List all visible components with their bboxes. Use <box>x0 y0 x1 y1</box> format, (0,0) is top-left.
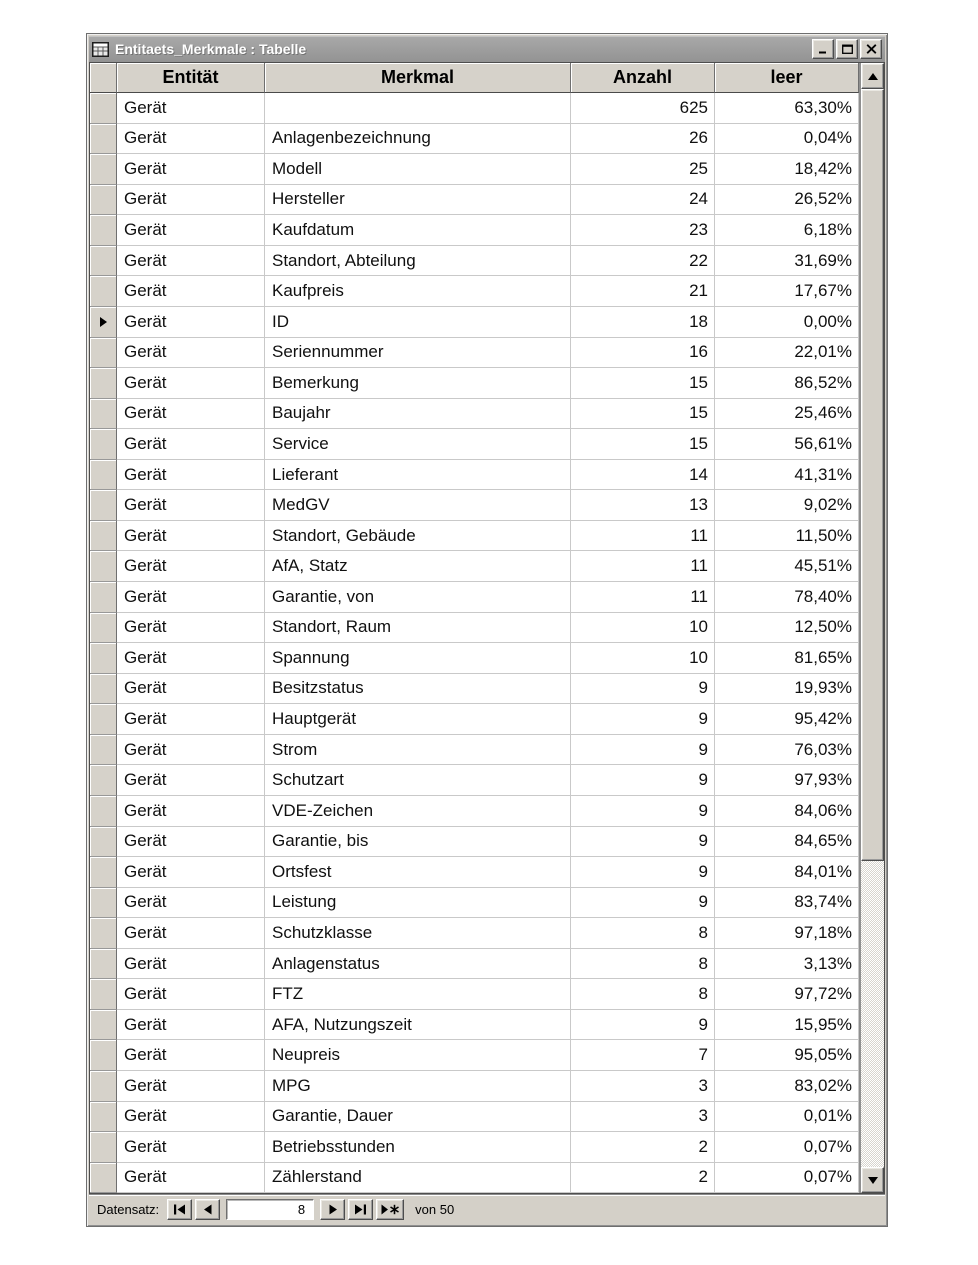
window-controls <box>812 39 882 59</box>
table-row <box>90 551 859 582</box>
record-cell-anzahl[interactable]: 14 <box>571 460 715 491</box>
record-selector[interactable] <box>90 551 117 582</box>
scrollbar-thumb[interactable] <box>861 89 884 861</box>
record-selector[interactable] <box>90 1040 117 1071</box>
record-cell-anzahl[interactable]: 15 <box>571 429 715 460</box>
record-cell-leer[interactable]: 41,31% <box>715 460 859 491</box>
record-selector[interactable] <box>90 827 117 858</box>
select-all-corner[interactable] <box>90 63 117 93</box>
record-cell-leer[interactable]: 81,65% <box>715 643 859 674</box>
record-cell-merkmal[interactable]: MPG <box>265 1071 571 1102</box>
record-cell-leer[interactable]: 18,42% <box>715 154 859 185</box>
record-cell-entitaet[interactable]: Gerät <box>117 215 265 246</box>
next-record-icon <box>328 1204 338 1215</box>
record-cell-merkmal[interactable]: Baujahr <box>265 399 571 430</box>
record-selector[interactable] <box>90 368 117 399</box>
record-cell-merkmal[interactable]: Anlagenstatus <box>265 949 571 980</box>
table-row <box>90 93 859 124</box>
record-cell-leer[interactable]: 11,50% <box>715 521 859 552</box>
table-row <box>90 460 859 491</box>
record-selector[interactable] <box>90 857 117 888</box>
record-cell-anzahl[interactable]: 22 <box>571 246 715 277</box>
record-cell-entitaet[interactable]: Gerät <box>117 154 265 185</box>
record-cell-merkmal[interactable]: Hersteller <box>265 185 571 216</box>
record-cell-entitaet[interactable]: Gerät <box>117 704 265 735</box>
table-row <box>90 368 859 399</box>
last-record-icon <box>354 1204 367 1215</box>
record-cell-anzahl[interactable]: 11 <box>571 551 715 582</box>
record-cell-leer[interactable]: 0,01% <box>715 1102 859 1133</box>
record-cell-merkmal[interactable]: Betriebsstunden <box>265 1132 571 1163</box>
record-cell-anzahl[interactable]: 9 <box>571 796 715 827</box>
record-selector[interactable] <box>90 429 117 460</box>
record-cell-leer[interactable]: 97,72% <box>715 979 859 1010</box>
record-cell-leer[interactable]: 97,93% <box>715 765 859 796</box>
record-cell-merkmal[interactable]: Garantie, Dauer <box>265 1102 571 1133</box>
record-selector[interactable] <box>90 1010 117 1041</box>
record-cell-anzahl[interactable]: 9 <box>571 857 715 888</box>
record-cell-anzahl[interactable]: 24 <box>571 185 715 216</box>
vertical-scrollbar[interactable] <box>859 63 884 1193</box>
table-row <box>90 704 859 735</box>
record-cell-leer[interactable]: 0,04% <box>715 124 859 155</box>
record-cell-entitaet[interactable]: Gerät <box>117 643 265 674</box>
record-cell-anzahl[interactable]: 15 <box>571 368 715 399</box>
record-cell-anzahl[interactable]: 15 <box>571 399 715 430</box>
record-selector[interactable] <box>90 154 117 185</box>
record-selector[interactable] <box>90 215 117 246</box>
record-selector[interactable] <box>90 399 117 430</box>
record-selector[interactable] <box>90 765 117 796</box>
record-cell-merkmal[interactable]: Kaufpreis <box>265 276 571 307</box>
record-cell-merkmal[interactable]: Strom <box>265 735 571 766</box>
record-cell-leer[interactable]: 83,74% <box>715 888 859 919</box>
table-row <box>90 1102 859 1133</box>
record-cell-anzahl[interactable]: 16 <box>571 338 715 369</box>
record-cell-leer[interactable]: 0,00% <box>715 307 859 338</box>
record-cell-anzahl[interactable]: 9 <box>571 704 715 735</box>
record-cell-merkmal[interactable]: FTZ <box>265 979 571 1010</box>
record-cell-leer[interactable]: 6,18% <box>715 215 859 246</box>
record-cell-anzahl[interactable]: 18 <box>571 307 715 338</box>
record-cell-leer[interactable]: 45,51% <box>715 551 859 582</box>
record-cell-entitaet[interactable]: Gerät <box>117 674 265 705</box>
record-cell-merkmal[interactable]: Standort, Abteilung <box>265 246 571 277</box>
record-selector[interactable] <box>90 185 117 216</box>
record-cell-merkmal[interactable]: Hauptgerät <box>265 704 571 735</box>
record-cell-anzahl[interactable]: 25 <box>571 154 715 185</box>
record-cell-anzahl[interactable]: 21 <box>571 276 715 307</box>
record-selector[interactable] <box>90 1102 117 1133</box>
maximize-button[interactable] <box>836 39 858 59</box>
record-cell-leer[interactable]: 76,03% <box>715 735 859 766</box>
record-cell-leer[interactable]: 25,46% <box>715 399 859 430</box>
table-row <box>90 735 859 766</box>
record-selector[interactable] <box>90 338 117 369</box>
table-row <box>90 521 859 552</box>
record-cell-merkmal[interactable]: Neupreis <box>265 1040 571 1071</box>
record-cell-entitaet[interactable]: Gerät <box>117 1163 265 1194</box>
record-selector[interactable] <box>90 582 117 613</box>
record-cell-entitaet[interactable]: Gerät <box>117 1071 265 1102</box>
record-number-input[interactable]: 8 <box>226 1199 314 1220</box>
record-cell-merkmal[interactable]: VDE-Zeichen <box>265 796 571 827</box>
column-header-anzahl[interactable]: Anzahl <box>571 63 715 93</box>
record-cell-leer[interactable]: 97,18% <box>715 918 859 949</box>
record-selector[interactable] <box>90 888 117 919</box>
record-cell-entitaet[interactable]: Gerät <box>117 490 265 521</box>
close-button[interactable] <box>860 39 882 59</box>
scroll-down-button[interactable] <box>861 1167 884 1193</box>
record-cell-entitaet[interactable]: Gerät <box>117 888 265 919</box>
record-selector[interactable] <box>90 276 117 307</box>
record-cell-merkmal[interactable] <box>265 93 571 124</box>
record-selector[interactable] <box>90 949 117 980</box>
record-cell-entitaet[interactable]: Gerät <box>117 246 265 277</box>
previous-record-icon <box>203 1204 213 1215</box>
table-row <box>90 338 859 369</box>
record-cell-entitaet[interactable]: Gerät <box>117 796 265 827</box>
record-cell-entitaet[interactable]: Gerät <box>117 93 265 124</box>
record-selector[interactable] <box>90 613 117 644</box>
record-cell-anzahl[interactable]: 10 <box>571 613 715 644</box>
record-cell-leer[interactable]: 84,06% <box>715 796 859 827</box>
record-cell-entitaet[interactable]: Gerät <box>117 613 265 644</box>
record-cell-anzahl[interactable]: 3 <box>571 1102 715 1133</box>
table-row <box>90 154 859 185</box>
maximize-icon <box>842 44 853 54</box>
current-record-arrow-icon <box>100 317 107 327</box>
table-row <box>90 643 859 674</box>
previous-record-button[interactable] <box>195 1199 220 1220</box>
table-row <box>90 399 859 430</box>
record-cell-entitaet[interactable]: Gerät <box>117 1010 265 1041</box>
table-body <box>90 93 859 1193</box>
minimize-icon <box>818 44 829 54</box>
record-cell-merkmal[interactable]: Spannung <box>265 643 571 674</box>
table-row <box>90 429 859 460</box>
record-cell-entitaet[interactable]: Gerät <box>117 765 265 796</box>
column-header-entitaet[interactable]: Entität <box>117 63 265 93</box>
table-row <box>90 613 859 644</box>
record-cell-leer[interactable]: 31,69% <box>715 246 859 277</box>
table-row <box>90 185 859 216</box>
record-selector[interactable] <box>90 93 117 124</box>
record-cell-merkmal[interactable]: Lieferant <box>265 460 571 491</box>
record-cell-leer[interactable]: 9,02% <box>715 490 859 521</box>
record-cell-entitaet[interactable]: Gerät <box>117 276 265 307</box>
record-cell-merkmal[interactable]: AfA, Statz <box>265 551 571 582</box>
record-cell-merkmal[interactable]: Zählerstand <box>265 1163 571 1194</box>
record-count-label: von 50 <box>415 1202 455 1217</box>
record-navigation-bar <box>89 1194 885 1224</box>
record-cell-merkmal[interactable]: Anlagenbezeichnung <box>265 124 571 155</box>
record-selector[interactable] <box>90 643 117 674</box>
record-cell-anzahl[interactable]: 26 <box>571 124 715 155</box>
table-row <box>90 215 859 246</box>
record-cell-leer[interactable]: 12,50% <box>715 613 859 644</box>
scrollbar-track[interactable] <box>861 861 884 1167</box>
record-cell-anzahl[interactable]: 11 <box>571 521 715 552</box>
record-cell-merkmal[interactable]: Standort, Gebäude <box>265 521 571 552</box>
record-cell-merkmal[interactable]: Service <box>265 429 571 460</box>
record-cell-anzahl[interactable]: 625 <box>571 93 715 124</box>
datasheet <box>89 62 885 1194</box>
record-cell-merkmal[interactable]: Garantie, bis <box>265 827 571 858</box>
table-window <box>86 33 888 1227</box>
record-cell-entitaet[interactable]: Gerät <box>117 429 265 460</box>
record-cell-entitaet[interactable]: Gerät <box>117 185 265 216</box>
record-selector[interactable] <box>90 735 117 766</box>
record-cell-anzahl[interactable]: 8 <box>571 949 715 980</box>
record-cell-leer[interactable]: 19,93% <box>715 674 859 705</box>
scroll-up-icon <box>868 73 878 80</box>
record-cell-leer[interactable]: 17,67% <box>715 276 859 307</box>
close-icon <box>866 44 877 54</box>
next-record-button[interactable] <box>320 1199 345 1220</box>
record-cell-anzahl[interactable]: 8 <box>571 918 715 949</box>
record-navigation-label: Datensatz: <box>97 1202 160 1217</box>
table-row <box>90 765 859 796</box>
record-cell-entitaet[interactable]: Gerät <box>117 918 265 949</box>
column-header-row <box>90 63 859 93</box>
table-row <box>90 124 859 155</box>
record-cell-anzahl[interactable]: 9 <box>571 735 715 766</box>
record-cell-entitaet[interactable]: Gerät <box>117 1102 265 1133</box>
record-cell-leer[interactable]: 26,52% <box>715 185 859 216</box>
titlebar[interactable] <box>89 36 885 62</box>
data-grid <box>90 63 859 1193</box>
record-cell-anzahl[interactable]: 13 <box>571 490 715 521</box>
record-selector[interactable] <box>90 674 117 705</box>
record-cell-leer[interactable]: 84,01% <box>715 857 859 888</box>
table-row <box>90 1040 859 1071</box>
record-cell-leer[interactable]: 0,07% <box>715 1163 859 1194</box>
table-row <box>90 979 859 1010</box>
table-row <box>90 1071 859 1102</box>
record-cell-entitaet[interactable]: Gerät <box>117 368 265 399</box>
record-cell-anzahl[interactable]: 10 <box>571 643 715 674</box>
record-cell-leer[interactable]: 95,05% <box>715 1040 859 1071</box>
record-cell-entitaet[interactable]: Gerät <box>117 307 265 338</box>
table-row <box>90 1010 859 1041</box>
record-cell-entitaet[interactable]: Gerät <box>117 979 265 1010</box>
record-cell-leer[interactable]: 22,01% <box>715 338 859 369</box>
record-cell-entitaet[interactable]: Gerät <box>117 827 265 858</box>
table-row <box>90 674 859 705</box>
record-cell-anzahl[interactable]: 7 <box>571 1040 715 1071</box>
record-cell-anzahl[interactable]: 9 <box>571 888 715 919</box>
record-cell-anzahl[interactable]: 9 <box>571 1010 715 1041</box>
record-cell-leer[interactable]: 0,07% <box>715 1132 859 1163</box>
record-cell-anzahl[interactable]: 9 <box>571 827 715 858</box>
record-cell-merkmal[interactable]: Schutzklasse <box>265 918 571 949</box>
record-cell-entitaet[interactable]: Gerät <box>117 1132 265 1163</box>
record-cell-anzahl[interactable]: 9 <box>571 765 715 796</box>
record-cell-merkmal[interactable]: Kaufdatum <box>265 215 571 246</box>
record-cell-merkmal[interactable]: Besitzstatus <box>265 674 571 705</box>
record-cell-leer[interactable]: 56,61% <box>715 429 859 460</box>
record-cell-anzahl[interactable]: 2 <box>571 1132 715 1163</box>
record-cell-entitaet[interactable]: Gerät <box>117 551 265 582</box>
record-cell-merkmal[interactable]: ID <box>265 307 571 338</box>
record-cell-anzahl[interactable]: 9 <box>571 674 715 705</box>
record-selector[interactable] <box>90 490 117 521</box>
record-cell-entitaet[interactable]: Gerät <box>117 338 265 369</box>
record-selector[interactable] <box>90 521 117 552</box>
table-row <box>90 246 859 277</box>
record-cell-anzahl[interactable]: 2 <box>571 1163 715 1194</box>
record-cell-anzahl[interactable]: 11 <box>571 582 715 613</box>
record-cell-entitaet[interactable]: Gerät <box>117 857 265 888</box>
minimize-button[interactable] <box>812 39 834 59</box>
table-row <box>90 949 859 980</box>
record-cell-merkmal[interactable]: AFA, Nutzungszeit <box>265 1010 571 1041</box>
new-record-button[interactable] <box>376 1199 404 1220</box>
window-title: Entitaets_Merkmale : Tabelle <box>115 41 307 57</box>
record-cell-merkmal[interactable]: Modell <box>265 154 571 185</box>
record-cell-leer[interactable]: 83,02% <box>715 1071 859 1102</box>
record-selector[interactable] <box>90 460 117 491</box>
record-cell-leer[interactable]: 95,42% <box>715 704 859 735</box>
record-cell-leer[interactable]: 63,30% <box>715 93 859 124</box>
record-selector[interactable] <box>90 918 117 949</box>
column-header-leer[interactable]: leer <box>715 63 859 93</box>
first-record-icon <box>173 1204 186 1215</box>
table-row <box>90 796 859 827</box>
table-row <box>90 888 859 919</box>
datasheet-grid-icon <box>92 42 109 57</box>
record-cell-entitaet[interactable]: Gerät <box>117 460 265 491</box>
table-row <box>90 857 859 888</box>
record-cell-anzahl[interactable]: 8 <box>571 979 715 1010</box>
record-cell-merkmal[interactable]: Bemerkung <box>265 368 571 399</box>
record-selector[interactable] <box>90 796 117 827</box>
record-cell-merkmal[interactable]: Leistung <box>265 888 571 919</box>
record-cell-entitaet[interactable]: Gerät <box>117 735 265 766</box>
record-selector[interactable] <box>90 124 117 155</box>
table-row <box>90 827 859 858</box>
table-row <box>90 1163 859 1194</box>
record-cell-merkmal[interactable]: Seriennummer <box>265 338 571 369</box>
record-cell-merkmal[interactable]: Standort, Raum <box>265 613 571 644</box>
table-row <box>90 1132 859 1163</box>
last-record-button[interactable] <box>348 1199 373 1220</box>
table-row <box>90 918 859 949</box>
record-cell-entitaet[interactable]: Gerät <box>117 582 265 613</box>
table-row <box>90 490 859 521</box>
record-cell-merkmal[interactable]: Schutzart <box>265 765 571 796</box>
record-cell-entitaet[interactable]: Gerät <box>117 1040 265 1071</box>
record-cell-leer[interactable]: 78,40% <box>715 582 859 613</box>
record-cell-leer[interactable]: 15,95% <box>715 1010 859 1041</box>
new-record-icon <box>381 1204 400 1215</box>
record-selector[interactable] <box>90 307 117 338</box>
record-cell-anzahl[interactable]: 23 <box>571 215 715 246</box>
record-selector[interactable] <box>90 1163 117 1194</box>
record-cell-entitaet[interactable]: Gerät <box>117 399 265 430</box>
first-record-button[interactable] <box>167 1199 192 1220</box>
record-cell-entitaet[interactable]: Gerät <box>117 949 265 980</box>
table-row <box>90 582 859 613</box>
record-cell-merkmal[interactable]: MedGV <box>265 490 571 521</box>
record-selector[interactable] <box>90 979 117 1010</box>
record-cell-leer[interactable]: 86,52% <box>715 368 859 399</box>
scroll-up-button[interactable] <box>861 63 884 89</box>
record-selector[interactable] <box>90 704 117 735</box>
column-header-merkmal[interactable]: Merkmal <box>265 63 571 93</box>
record-cell-anzahl[interactable]: 3 <box>571 1071 715 1102</box>
scroll-down-icon <box>868 1177 878 1184</box>
table-row <box>90 307 859 338</box>
record-selector[interactable] <box>90 246 117 277</box>
record-cell-entitaet[interactable]: Gerät <box>117 521 265 552</box>
record-cell-leer[interactable]: 3,13% <box>715 949 859 980</box>
table-row <box>90 276 859 307</box>
record-cell-entitaet[interactable]: Gerät <box>117 124 265 155</box>
record-selector[interactable] <box>90 1071 117 1102</box>
record-cell-merkmal[interactable]: Garantie, von <box>265 582 571 613</box>
record-cell-merkmal[interactable]: Ortsfest <box>265 857 571 888</box>
record-selector[interactable] <box>90 1132 117 1163</box>
record-cell-leer[interactable]: 84,65% <box>715 827 859 858</box>
